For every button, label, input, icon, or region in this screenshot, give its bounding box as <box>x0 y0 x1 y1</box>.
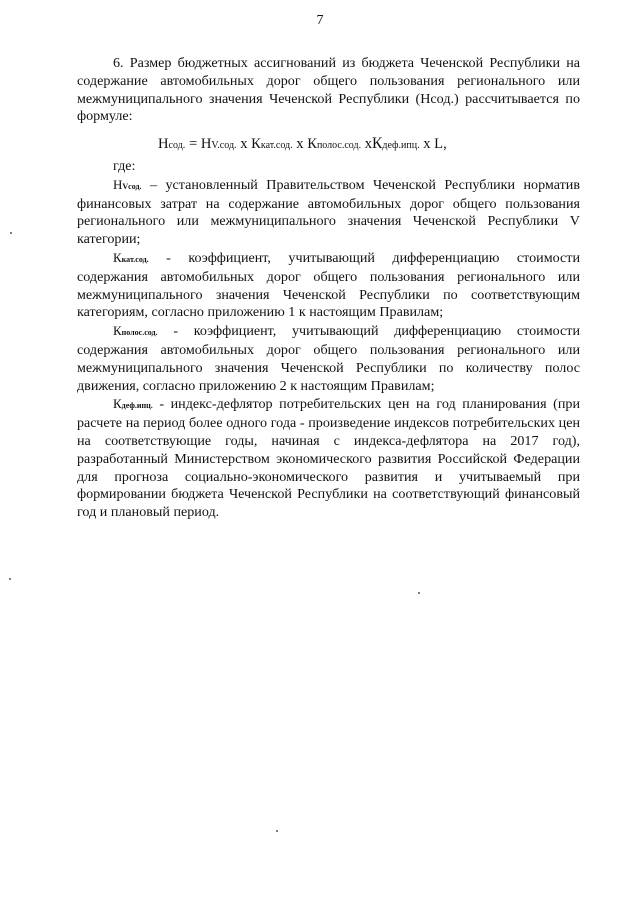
document-body <box>77 55 580 522</box>
scan-speck <box>418 592 420 594</box>
formula-lhs-sub: сод. <box>168 140 186 152</box>
definition-text: - коэффициент, учитывающий дифференциацию стоимости содержания автомобильных дорог общего пользования регионального или межмуниципального значения Чеченской Республики по количеству полос движения, согласно приложению 2 к настоящим Правилам; <box>77 323 580 394</box>
scan-speck <box>276 830 278 832</box>
formula-times-1: x <box>236 136 252 153</box>
formula-term-2-sub: кат.сод. <box>260 140 293 152</box>
where-label: где: <box>113 157 136 174</box>
definition-lanes-coefficient <box>77 322 580 395</box>
definition-symbol: Кполос.сод. <box>113 323 158 339</box>
definition-symbol: Кдеф.ипц. <box>113 396 153 412</box>
formula-eq: = <box>185 136 201 153</box>
scan-speck <box>9 578 11 580</box>
definition-text: - индекс-дефлятор потребительских цен на год планирования (при расчете на период более одного года - произведение индексов потребительских цен на соответствующие годы, начиная с индекса-дефлятора на 2017 год), разработанный Министерством экономического развития Российской Федерации для прогноза социально-экономического развития и учитываемый при формировании бюджета Чеченской Республики на соответствующий финансовый год и плановый период. <box>77 396 580 521</box>
definition-norm <box>77 176 580 249</box>
formula-term-3: К <box>307 136 317 153</box>
scan-speck <box>10 232 12 234</box>
formula-times-2: x <box>292 136 308 153</box>
definition-symbol: Ккат.сод. <box>113 249 149 265</box>
formula-term-4-sub: деф.ипц. <box>382 140 420 152</box>
formula-term-3-sub: полос.сод. <box>316 140 362 152</box>
intro-paragraph: 6. Размер бюджетных ассигнований из бюджета Чеченской Республики на содержание автомобильных дорог общего пользования регионального или межмуниципального значения Чеченской Республики (Нсод.) рассчитывается по формуле: <box>77 55 580 125</box>
definition-deflator-index <box>77 395 580 522</box>
formula <box>77 135 580 155</box>
definition-text: - коэффициент, учитывающий дифференциацию стоимости содержания автомобильных дорог общего пользования регионального или межмуниципального значения Чеченской Республики по соответствующим категориям, согласно приложению 1 к настоящим Правилам; <box>77 249 580 321</box>
definition-text: – установленный Правительством Чеченской Республики норматив финансовых затрат на содержание автомобильных дорог общего пользования регионального или межмуниципального значения Чеченской Республики V категории; <box>77 176 580 248</box>
formula-term-1: Н <box>200 136 212 153</box>
formula-lhs: Н <box>158 136 169 153</box>
formula-term-1-sub: V.сод. <box>211 140 237 152</box>
formula-term-4: К <box>372 135 383 153</box>
definition-symbol: НVсод. <box>113 176 142 192</box>
formula-times-4: x L, <box>419 136 447 153</box>
formula-times-3: х <box>361 136 373 153</box>
formula-term-2: К <box>251 136 261 153</box>
page-number: 7 <box>316 13 324 28</box>
definition-category-coefficient <box>77 249 580 322</box>
